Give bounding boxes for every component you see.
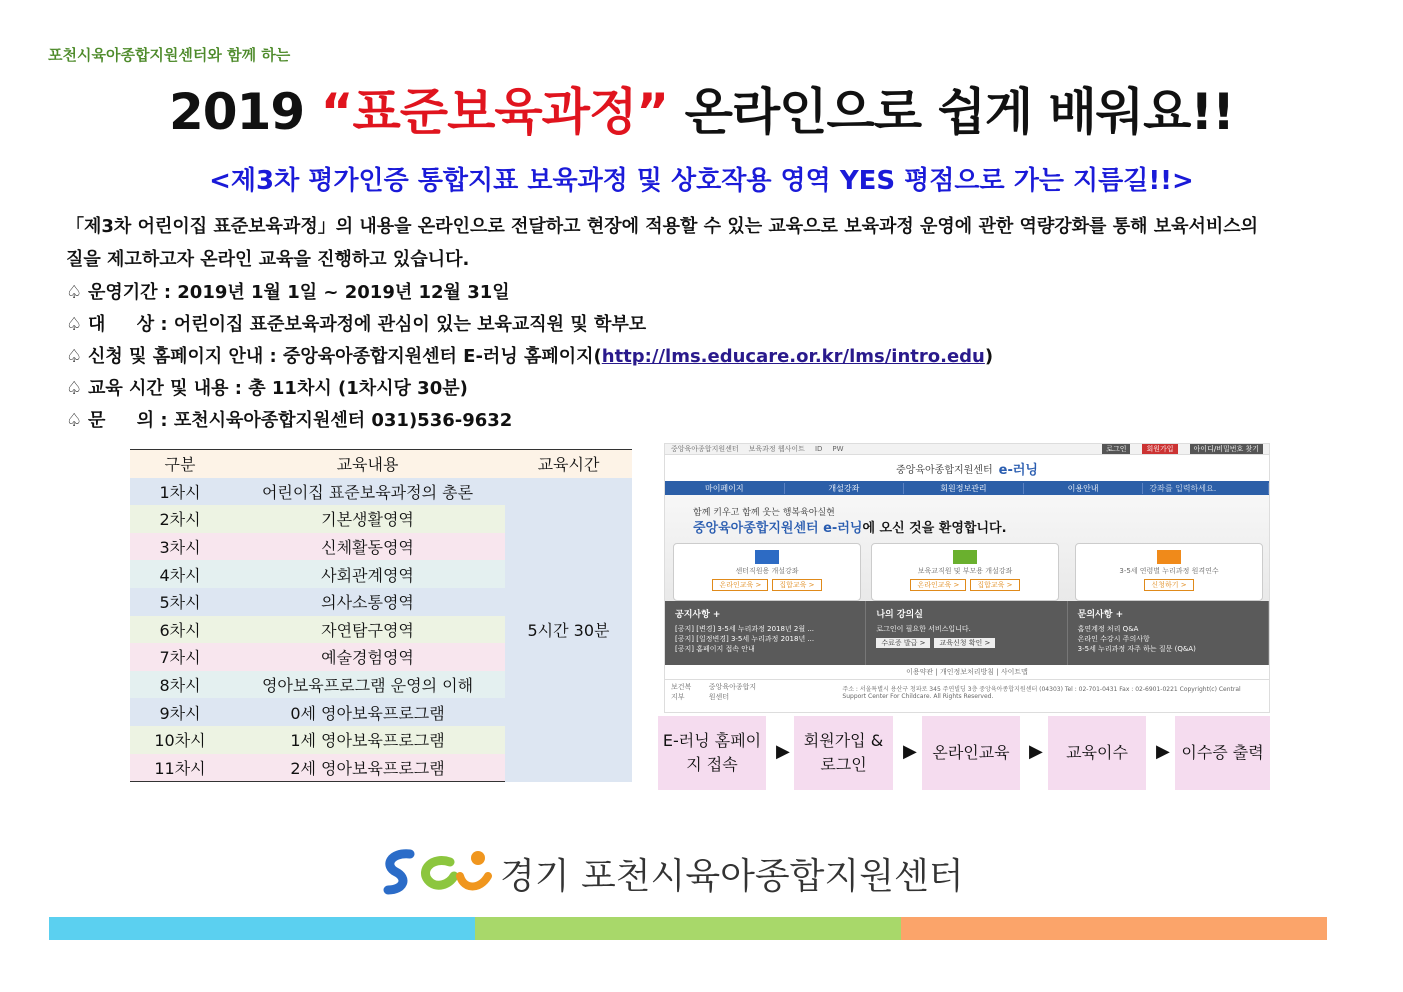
book-icon (755, 550, 779, 564)
session-content: 예술경험영역 (321, 648, 414, 668)
session-number: 7차시 (159, 648, 201, 668)
arrow-icon: ▶ (1029, 741, 1043, 762)
arrow-icon: ▶ (776, 741, 790, 762)
page-title (0, 72, 1403, 144)
info-text: 신청 및 홈페이지 안내 : 중앙육아종합지원센터 E-러닝 홈페이지( (88, 346, 602, 367)
table-header-row (130, 450, 632, 478)
site-nav (665, 481, 1269, 495)
site-panel-line: [공지] 홈페이지 접속 안내 (675, 645, 755, 653)
site-banner-rest: 에 오신 것을 환영합니다. (862, 521, 1007, 536)
session-content: 자연탐구영역 (321, 620, 414, 640)
step-completion: 교육이수 (1048, 716, 1146, 790)
arrow-icon: ▶ (903, 741, 917, 762)
session-number: 10차시 (154, 731, 206, 751)
site-footer-link: 이용약관 (906, 668, 934, 676)
spade-icon: ♤ (66, 314, 83, 335)
site-card-button: 집합교육 > (970, 579, 1019, 591)
step-homepage: E-러닝 홈페이지 접속 (658, 716, 766, 790)
site-card-button: 온라인교육 > (910, 579, 966, 591)
step-signup: 회원가입 & 로그인 (794, 716, 893, 790)
session-content: 영아보육프로그램 운영의 이해 (261, 676, 474, 696)
site-panel-line: 홈연계정 처리 Q&A (1077, 625, 1139, 633)
info-text: 교육 시간 및 내용 : 총 11차시 (1차시당 30분) (88, 378, 468, 399)
site-card-title: 보육교직원 및 부모용 개설강좌 (917, 567, 1013, 575)
table-row (130, 478, 632, 506)
site-card (1075, 543, 1263, 601)
center-logo-icon (380, 846, 496, 898)
site-card (673, 543, 861, 601)
spade-icon: ♤ (66, 378, 83, 399)
site-topbar-item: 보육과정 웹사이트 (748, 445, 805, 453)
site-panel-line: 온라인 수강시 주의사항 (1077, 635, 1150, 643)
site-footer-links: 이용약관 | 개인정보처리방침 | 사이트맵 (665, 665, 1269, 680)
site-panel-title: 나의 강의실 (876, 610, 923, 620)
info-schedule (66, 374, 468, 400)
intro-paragraph: 「제3차 어린이집 표준보육과정」의 내용을 온라인으로 전달하고 현장에 적용할 수 있는 교육으로 보육과정 운영에 관한 역량강화를 통해 보육서비스의 질을 제고하고자 온라인 교육을 진행하고 있습니다. (66, 216, 1259, 270)
header-time: 교육시간 (505, 450, 632, 478)
session-number: 5차시 (159, 593, 201, 613)
footer-stripe-green (475, 917, 901, 940)
site-nav-item: 이용안내 (1024, 483, 1144, 494)
info-text: 운영기간 : 2019년 1월 1일 ~ 2019년 12월 31일 (88, 282, 510, 303)
session-number: 4차시 (159, 565, 201, 585)
website-screenshot (664, 443, 1270, 713)
site-footer (665, 680, 1269, 704)
site-panel-line: 로그인이 필요한 서비스입니다. (876, 625, 971, 633)
info-target (66, 310, 646, 336)
homepage-link[interactable]: http://lms.educare.or.kr/lms/intro.edu (601, 346, 985, 367)
site-nav-item: 개설강좌 (785, 483, 905, 494)
kicker-text: 포천시육아종합지원센터와 함께 하는 (48, 46, 291, 64)
site-logo-text: 중앙육아종합지원센터 (896, 464, 993, 476)
header-content: 교육내용 (230, 450, 505, 478)
title-highlight: “표준보육과정” (320, 83, 669, 141)
session-content: 의사소통영역 (321, 593, 414, 613)
site-panel-line: 3-5세 누리과정 자주 하는 질문 (Q&A) (1077, 645, 1196, 653)
site-topbar (665, 444, 1269, 455)
site-card-title: 센터직원용 개설강좌 (735, 567, 799, 575)
info-contact (66, 406, 512, 432)
info-period (66, 278, 510, 304)
footer-stripe-orange (901, 917, 1327, 940)
site-footer-link: 사이트맵 (1000, 668, 1028, 676)
session-content: 1세 영아보육프로그램 (290, 731, 445, 751)
site-logo-brand: e-러닝 (998, 462, 1038, 478)
graduation-cap-icon (1157, 550, 1181, 564)
step-certificate: 이수증 출력 (1175, 716, 1270, 790)
site-login-button: 로그인 (1102, 444, 1130, 454)
site-panel-notice (665, 601, 866, 665)
site-banner-brand: 중앙육아종합지원센터 e-러닝 (693, 521, 863, 536)
info-text: 대 상 : 어린이집 표준보육과정에 관심이 있는 보육교직원 및 학부모 (88, 314, 647, 335)
session-content: 기본생활영역 (321, 510, 414, 530)
title-rest: 온라인으로 쉽게 배워요!! (684, 83, 1234, 141)
table-body (130, 478, 632, 782)
site-panel-title: 공지사항 + (675, 610, 721, 620)
site-card-button: 온라인교육 > (712, 579, 768, 591)
session-number: 3차시 (159, 538, 201, 558)
session-content: 어린이집 표준보육과정의 총론 (261, 482, 474, 502)
book-icon (953, 550, 977, 564)
site-topbar-item: ID (814, 445, 823, 453)
session-content: 2세 영아보육프로그램 (230, 754, 505, 782)
site-banner (665, 495, 1269, 601)
session-content: 신체활동영역 (321, 538, 414, 558)
footer-stripe-blue (49, 917, 475, 940)
site-card-button: 집합교육 > (772, 579, 821, 591)
spade-icon: ♤ (66, 282, 83, 303)
site-panels (665, 601, 1269, 665)
site-panel-line: [공지] [일정변경] 3-5세 누리과정 2018년 ... (675, 635, 815, 643)
site-footer-org: 보건복지부 (671, 683, 692, 701)
site-find-button: 아이디/비밀번호 찾기 (1190, 444, 1263, 454)
site-footer-address: 주소 : 서울특별시 용산구 청파로 345 주연빌딩 3층 중앙육아종합지원센터 (04303) Tel : 02-701-0431 Fax : 02-6901-0221 Copyright(c) Central Support Center For Childcare. All Rights Reserved. (842, 686, 1241, 700)
org-name: 경기 포천시육아종합지원센터 (500, 856, 964, 897)
site-card (871, 543, 1059, 601)
site-topbar-item: PW (832, 445, 844, 453)
subheading: <제3차 평가인증 통합지표 보육과정 및 상호작용 영역 YES 평점으로 가는 지름길!!> (209, 166, 1194, 196)
site-search-placeholder: 강좌를 입력하세요. (1143, 483, 1269, 494)
site-logo (665, 455, 1269, 481)
info-suffix: ) (984, 346, 994, 367)
session-number: 11차시 (130, 754, 230, 782)
site-topbar-item: 중앙육아종합지원센터 (671, 445, 739, 453)
title-year: 2019 (169, 83, 305, 141)
session-number: 6차시 (159, 620, 201, 640)
session-number: 9차시 (159, 703, 201, 723)
session-number: 2차시 (159, 510, 201, 530)
course-table (130, 449, 632, 782)
site-nav-item: 마이페이지 (665, 483, 785, 494)
spade-icon: ♤ (66, 410, 83, 431)
site-nav-item: 회원정보관리 (904, 483, 1024, 494)
site-panel-classroom (866, 601, 1067, 665)
site-panel-button: 수료증 발급 > (876, 638, 930, 648)
session-number: 8차시 (159, 676, 201, 696)
step-online-education: 온라인교육 (922, 716, 1020, 790)
session-content: 사회관계영역 (321, 565, 414, 585)
site-signup-button: 회원가입 (1142, 444, 1177, 454)
site-panel-line: [공지] [변경] 3-5세 누리과정 2018년 2월 ... (675, 625, 815, 633)
site-card-title: 3-5세 연령별 누리과정 원격연수 (1119, 567, 1219, 575)
site-card-button: 신청하기 > (1144, 579, 1193, 591)
site-footer-link: 개인정보처리방침 (939, 668, 995, 676)
site-panel-inquiry (1068, 601, 1269, 665)
session-number: 1차시 (159, 482, 201, 502)
site-banner-line2 (693, 517, 1007, 536)
site-footer-org: 중앙육아종합지원센터 (708, 683, 757, 701)
info-homepage (66, 342, 993, 368)
info-text: 문 의 : 포천시육아종합지원센터 031)536-9632 (88, 410, 513, 431)
site-panel-button: 교육신청 확인 > (934, 638, 995, 648)
session-content: 0세 영아보육프로그램 (290, 703, 445, 723)
header-category: 구분 (130, 450, 230, 478)
spade-icon: ♤ (66, 346, 83, 367)
site-banner-line1: 함께 키우고 함께 웃는 행복육아실현 (693, 508, 835, 518)
arrow-icon: ▶ (1156, 741, 1170, 762)
site-panel-title: 문의사항 + (1077, 610, 1124, 620)
total-time: 5시간 30분 (527, 621, 610, 641)
